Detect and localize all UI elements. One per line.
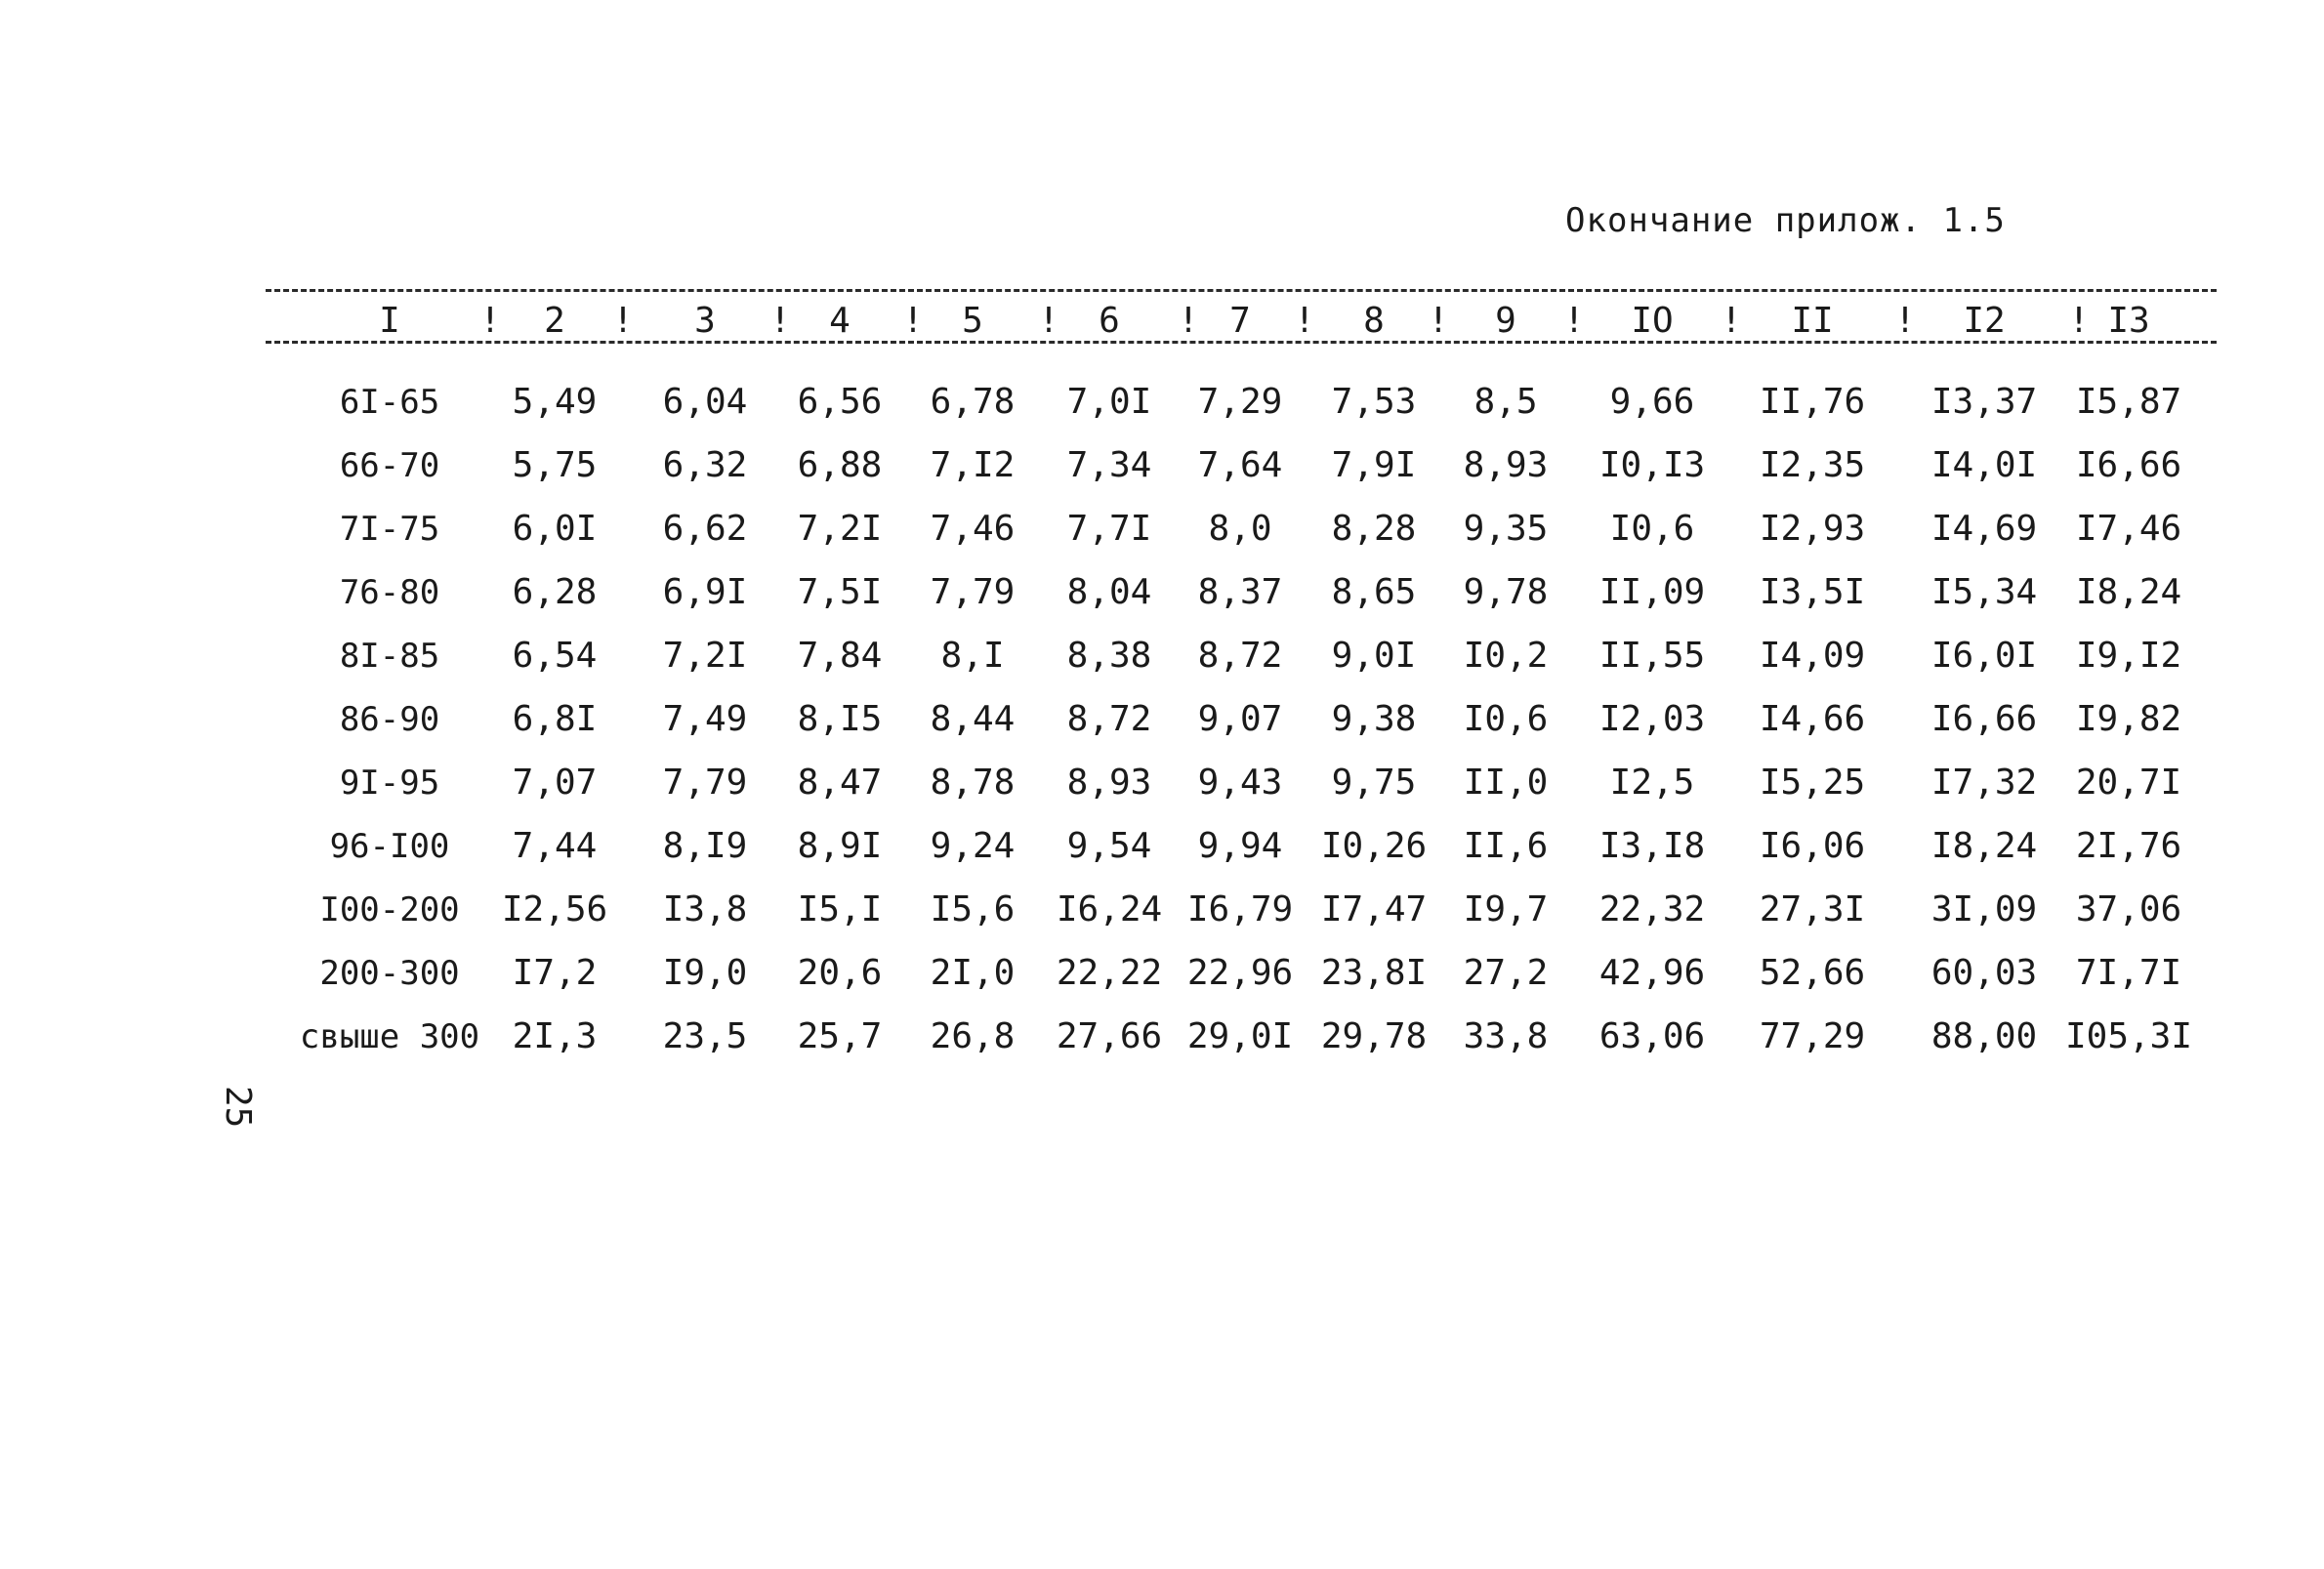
- column-separator: !: [1178, 301, 1199, 341]
- table-cell: 7,49: [662, 699, 748, 739]
- column-separator: !: [612, 301, 634, 341]
- row-label: 86-90: [339, 700, 440, 739]
- table-cell: 8,38: [1066, 636, 1152, 676]
- column-header: 8: [1363, 301, 1385, 341]
- table-cell: 5,75: [512, 445, 598, 485]
- table-cell: 7,46: [930, 509, 1016, 549]
- table-cell: 8,44: [930, 699, 1016, 739]
- table-cell: 22,96: [1186, 953, 1294, 993]
- table-cell: I3,8: [662, 889, 748, 929]
- table-cell: I6,24: [1056, 889, 1163, 929]
- table-cell: I3,I8: [1598, 826, 1706, 866]
- table-cell: 8,9I: [797, 826, 883, 866]
- table-cell: 29,78: [1320, 1016, 1428, 1056]
- table-row: [0, 632, 2324, 681]
- table-cell: 8,I5: [797, 699, 883, 739]
- table-rule-bottom: [266, 341, 2217, 344]
- table-cell: 7,2I: [797, 509, 883, 549]
- table-cell: 7,9I: [1331, 445, 1417, 485]
- table-cell: 7,34: [1066, 445, 1152, 485]
- table-cell: 27,2: [1463, 953, 1549, 993]
- table-cell: 7,29: [1197, 382, 1283, 422]
- table-cell: I2,03: [1598, 699, 1706, 739]
- table-cell: 6,04: [662, 382, 748, 422]
- column-header: IO: [1631, 301, 1674, 341]
- table-row: [0, 759, 2324, 807]
- table-cell: 9,35: [1463, 509, 1549, 549]
- table-cell: 7,07: [512, 763, 598, 803]
- column-separator: !: [1038, 301, 1059, 341]
- table-cell: 8,72: [1197, 636, 1283, 676]
- table-cell: II,76: [1759, 382, 1866, 422]
- table-cell: 77,29: [1759, 1016, 1866, 1056]
- table-cell: 7,5I: [797, 572, 883, 612]
- table-cell: 9,24: [930, 826, 1016, 866]
- table-cell: 22,22: [1056, 953, 1163, 993]
- table-cell: 8,65: [1331, 572, 1417, 612]
- table-row: [0, 1012, 2324, 1061]
- column-header: I: [379, 301, 400, 341]
- table-cell: 8,I: [940, 636, 1005, 676]
- table-row: [0, 568, 2324, 617]
- table-cell: 8,0: [1208, 509, 1272, 549]
- table-cell: 8,93: [1066, 763, 1152, 803]
- table-cell: 9,38: [1331, 699, 1417, 739]
- table-cell: 9,07: [1197, 699, 1283, 739]
- column-header: II: [1791, 301, 1834, 341]
- table-cell: I5,34: [1930, 572, 2038, 612]
- table-cell: 9,78: [1463, 572, 1549, 612]
- table-cell: 37,06: [2075, 889, 2182, 929]
- page-number: 25: [218, 1086, 258, 1129]
- table-cell: 7,2I: [662, 636, 748, 676]
- row-label: 9I-95: [339, 764, 440, 803]
- table-cell: 7,53: [1331, 382, 1417, 422]
- table-cell: I2,56: [501, 889, 608, 929]
- table-cell: I5,I: [797, 889, 883, 929]
- table-cell: I05,3I: [2064, 1016, 2193, 1056]
- table-cell: 33,8: [1463, 1016, 1549, 1056]
- table-cell: II,6: [1463, 826, 1549, 866]
- table-cell: I6,06: [1759, 826, 1866, 866]
- table-cell: 20,6: [797, 953, 883, 993]
- column-header: 7: [1229, 301, 1251, 341]
- table-cell: 29,0I: [1186, 1016, 1294, 1056]
- table-rule-top: [266, 289, 2217, 292]
- table-cell: 5,49: [512, 382, 598, 422]
- table-row: [0, 822, 2324, 871]
- table-cell: 7,7I: [1066, 509, 1152, 549]
- table-cell: 9,66: [1609, 382, 1695, 422]
- table-cell: 8,37: [1197, 572, 1283, 612]
- table-cell: 6,62: [662, 509, 748, 549]
- table-cell: 8,47: [797, 763, 883, 803]
- column-header: 5: [962, 301, 983, 341]
- column-header: 2: [544, 301, 565, 341]
- table-cell: I0,6: [1463, 699, 1549, 739]
- table-cell: II,55: [1598, 636, 1706, 676]
- table-cell: 6,0I: [512, 509, 598, 549]
- table-cell: 8,04: [1066, 572, 1152, 612]
- column-separator: !: [769, 301, 791, 341]
- table-cell: 8,72: [1066, 699, 1152, 739]
- table-cell: I2,93: [1759, 509, 1866, 549]
- table-cell: 26,8: [930, 1016, 1016, 1056]
- table-cell: 7,84: [797, 636, 883, 676]
- table-cell: I6,0I: [1930, 636, 2038, 676]
- row-label: 66-70: [339, 446, 440, 485]
- table-cell: I7,32: [1930, 763, 2038, 803]
- table-cell: I7,47: [1320, 889, 1428, 929]
- table-cell: I0,I3: [1598, 445, 1706, 485]
- table-row: [0, 441, 2324, 490]
- column-separator: !: [2068, 301, 2090, 341]
- table-cell: 6,88: [797, 445, 883, 485]
- column-separator: !: [1721, 301, 1742, 341]
- table-cell: 60,03: [1930, 953, 2038, 993]
- table-cell: 2I,76: [2075, 826, 2182, 866]
- table-cell: 25,7: [797, 1016, 883, 1056]
- row-label: 96-I00: [329, 827, 450, 866]
- table-cell: 8,93: [1463, 445, 1549, 485]
- table-cell: 6,9I: [662, 572, 748, 612]
- table-cell: 23,5: [662, 1016, 748, 1056]
- table-cell: I6,66: [2075, 445, 2182, 485]
- table-cell: 6,28: [512, 572, 598, 612]
- table-cell: I9,7: [1463, 889, 1549, 929]
- table-cell: 63,06: [1598, 1016, 1706, 1056]
- table-row: [0, 695, 2324, 744]
- table-cell: 7,79: [930, 572, 1016, 612]
- table-cell: 6,78: [930, 382, 1016, 422]
- table-cell: 8,78: [930, 763, 1016, 803]
- column-separator: !: [1563, 301, 1585, 341]
- table-cell: 7,0I: [1066, 382, 1152, 422]
- row-label: 6I-65: [339, 383, 440, 422]
- table-row: [0, 949, 2324, 998]
- table-cell: I8,24: [1930, 826, 2038, 866]
- row-label: 76-80: [339, 573, 440, 612]
- table-cell: I5,25: [1759, 763, 1866, 803]
- table-cell: I2,5: [1609, 763, 1695, 803]
- table-cell: 7I,7I: [2075, 953, 2182, 993]
- table-cell: 7,I2: [930, 445, 1016, 485]
- column-header: 4: [829, 301, 851, 341]
- caption: Окончание прилож. 1.5: [1565, 201, 2006, 240]
- table-cell: 9,75: [1331, 763, 1417, 803]
- table-cell: I7,46: [2075, 509, 2182, 549]
- table-cell: 8,5: [1473, 382, 1538, 422]
- table-cell: I7,2: [512, 953, 598, 993]
- column-separator: !: [1428, 301, 1449, 341]
- row-label: 8I-85: [339, 637, 440, 676]
- column-header: 9: [1495, 301, 1516, 341]
- table-cell: 6,54: [512, 636, 598, 676]
- table-cell: I8,24: [2075, 572, 2182, 612]
- table-cell: 2I,0: [930, 953, 1016, 993]
- table-cell: I0,26: [1320, 826, 1428, 866]
- table-cell: 6,8I: [512, 699, 598, 739]
- table-cell: I9,I2: [2075, 636, 2182, 676]
- table-cell: 52,66: [1759, 953, 1866, 993]
- table-cell: 27,3I: [1759, 889, 1866, 929]
- table-cell: I5,87: [2075, 382, 2182, 422]
- table-cell: 3I,09: [1930, 889, 2038, 929]
- column-header: 6: [1099, 301, 1120, 341]
- table-row: [0, 378, 2324, 427]
- table-cell: I0,6: [1609, 509, 1695, 549]
- table-cell: I9,0: [662, 953, 748, 993]
- table-header: [0, 297, 2324, 346]
- table-cell: 23,8I: [1320, 953, 1428, 993]
- column-separator: !: [479, 301, 501, 341]
- table-cell: I4,69: [1930, 509, 2038, 549]
- table-cell: 88,00: [1930, 1016, 2038, 1056]
- table-cell: I3,37: [1930, 382, 2038, 422]
- table-cell: I4,0I: [1930, 445, 2038, 485]
- table-cell: I6,66: [1930, 699, 2038, 739]
- table-cell: 22,32: [1598, 889, 1706, 929]
- table-cell: I3,5I: [1759, 572, 1866, 612]
- row-label: 7I-75: [339, 510, 440, 549]
- table-cell: I4,66: [1759, 699, 1866, 739]
- table-cell: 9,0I: [1331, 636, 1417, 676]
- column-header: 3: [694, 301, 716, 341]
- column-separator: !: [902, 301, 924, 341]
- table-cell: I0,2: [1463, 636, 1549, 676]
- table-cell: 42,96: [1598, 953, 1706, 993]
- column-separator: !: [1294, 301, 1315, 341]
- table-cell: II,0: [1463, 763, 1549, 803]
- table-cell: 6,56: [797, 382, 883, 422]
- row-label: свыше 300: [299, 1017, 480, 1056]
- table-cell: 7,79: [662, 763, 748, 803]
- table-cell: I9,82: [2075, 699, 2182, 739]
- table-row: [0, 505, 2324, 554]
- table-cell: 9,94: [1197, 826, 1283, 866]
- table-cell: 6,32: [662, 445, 748, 485]
- table-cell: 27,66: [1056, 1016, 1163, 1056]
- table-cell: 20,7I: [2075, 763, 2182, 803]
- table-cell: I5,6: [930, 889, 1016, 929]
- column-header: I2: [1963, 301, 2006, 341]
- table-cell: I6,79: [1186, 889, 1294, 929]
- table-cell: I4,09: [1759, 636, 1866, 676]
- table-cell: 9,54: [1066, 826, 1152, 866]
- table-row: [0, 886, 2324, 934]
- table-cell: 7,64: [1197, 445, 1283, 485]
- table-cell: 9,43: [1197, 763, 1283, 803]
- table-cell: 8,I9: [662, 826, 748, 866]
- table-cell: 8,28: [1331, 509, 1417, 549]
- table-cell: II,09: [1598, 572, 1706, 612]
- column-separator: !: [1894, 301, 1916, 341]
- column-header: I3: [2107, 301, 2150, 341]
- table-cell: I2,35: [1759, 445, 1866, 485]
- table-cell: 7,44: [512, 826, 598, 866]
- table-cell: 2I,3: [512, 1016, 598, 1056]
- row-label: 200-300: [319, 954, 460, 993]
- row-label: I00-200: [319, 890, 460, 929]
